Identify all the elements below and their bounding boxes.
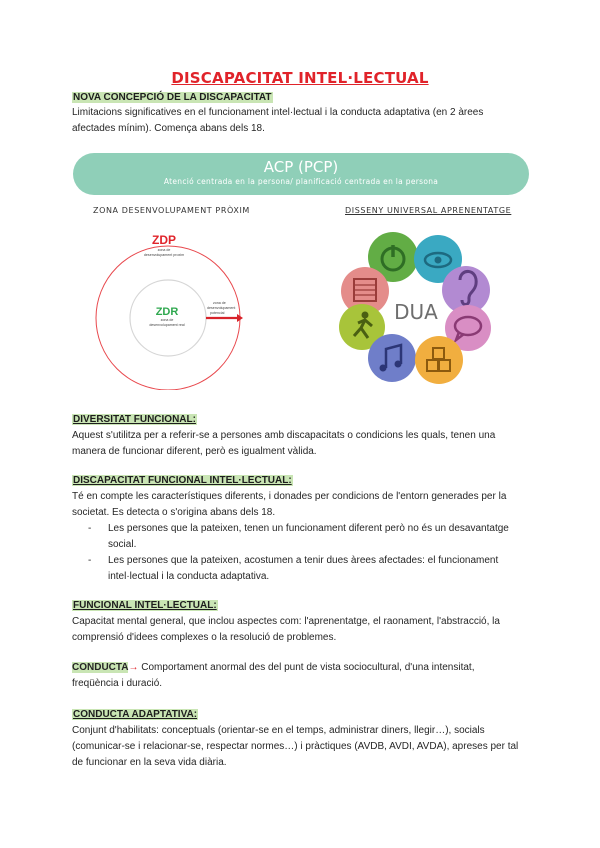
zdp-caption: ZONA DESENVOLUPAMENT PRÒXIM	[93, 206, 250, 215]
diversitat-funcional-text	[72, 428, 532, 460]
dua-wheel	[338, 228, 498, 390]
text-line: comprensió d'idees complexes o la resolució de problemes.	[72, 632, 337, 643]
text-line: Conjunt d'habilitats: conceptuals (orientar-se en el temps, administrar diners, llegir…), socials	[72, 725, 485, 736]
conducta-line	[72, 660, 532, 676]
acp-banner	[73, 153, 529, 195]
zdp-side-label-3: potencial	[210, 311, 225, 315]
text-line: Aquest s'utilitza per a referir-se a persones amb discapacitats o condicions les quals, tenen una	[72, 430, 496, 441]
text-line: societat. Es detecta o s'origina abans dels 18.	[72, 507, 276, 518]
list-item-line: Les persones que la pateixen, acostumen a tenir dues àrees afectades: el funcionament	[108, 555, 499, 566]
list-item	[88, 553, 528, 585]
section-heading-diversitat-funcional: DIVERSITAT FUNCIONAL:	[73, 414, 196, 425]
section-heading-funcional-intellectual: FUNCIONAL INTEL·LECTUAL:	[73, 600, 217, 611]
text-line: Té en compte les característiques diferents, i donades per condicions de l'entorn generades per la	[72, 491, 507, 502]
arrow-right-icon: →	[128, 662, 139, 673]
section-heading-conducta: CONDUCTA	[72, 662, 129, 673]
acp-title: ACP (PCP)	[263, 158, 339, 176]
zdp-side-label-2: desenvolupament	[207, 306, 236, 310]
list-item-line: Les persones que la pateixen, tenen un funcionament diferent però no és un desavantatge	[108, 523, 509, 534]
page-title: DISCAPACITAT INTEL·LECTUAL	[171, 69, 429, 87]
bullet-dash: -	[88, 555, 92, 566]
text-line: (comunicar-se i relacionar-se, respectar normes…) i pràctiques (AVDB, AVDI, AVDA), apreses per tal	[72, 741, 519, 752]
funcional-intellectual-text	[72, 614, 532, 646]
discapacitat-funcional-text	[72, 489, 532, 521]
zdr-label: ZDR	[155, 306, 179, 318]
zdr-sub1: zona de	[160, 318, 174, 322]
nova-concepcio-text	[72, 105, 532, 137]
zdp-sub2: desenvolupament proxim	[143, 253, 185, 257]
list-item	[88, 521, 528, 553]
zdp-sub1: zona de	[157, 248, 171, 252]
text-line: freqüència i duració.	[72, 678, 163, 689]
section-heading-conducta-adaptativa: CONDUCTA ADAPTATIVA:	[73, 709, 198, 720]
text-line: manera de funcionar diferent, però es igualment vàlida.	[72, 446, 317, 457]
bullet-dash: -	[88, 523, 92, 534]
text-line: Limitacions significatives en el funcionament intel·lectual i la conducta adaptativa (en 2 àrees	[72, 107, 484, 118]
section-heading-discapacitat-funcional: DISCAPACITAT FUNCIONAL INTEL·LECTUAL:	[73, 475, 292, 486]
zdp-side-label-1: zona de	[213, 301, 226, 305]
blocks-icon	[415, 336, 463, 384]
zdp-diagram	[90, 226, 250, 390]
zdr-sub2: desenvolupament real	[149, 323, 185, 327]
text-line: Capacitat mental general, que inclou aspectes com: l'aprenentatge, el raonament, l'abstracció, la	[72, 616, 500, 627]
zdp-label: ZDP	[152, 233, 176, 247]
text-line: de funcionar en la seva vida diària.	[72, 757, 227, 768]
conducta-text	[72, 660, 532, 692]
section-heading-nova-concepcio: NOVA CONCEPCIÓ DE LA DISCAPACITAT	[73, 92, 272, 103]
text-line: afectades mínim). Comença abans dels 18.	[72, 123, 265, 134]
text-line: Comportament anormal des del punt de vista sociocultural, d'una intensitat,	[138, 662, 475, 673]
list-item-line: intel·lectual i la conducta adaptativa.	[108, 571, 270, 582]
dua-center-label: DUA	[394, 300, 438, 324]
music-note-icon	[368, 334, 416, 382]
list-item-line: social.	[108, 539, 137, 550]
dua-caption: DISSENY UNIVERSAL APRENENTATGE	[345, 206, 512, 215]
conducta-adaptativa-text	[72, 723, 532, 771]
acp-subtitle: Atenció centrada en la persona/ planificació centrada en la persona	[163, 177, 439, 186]
